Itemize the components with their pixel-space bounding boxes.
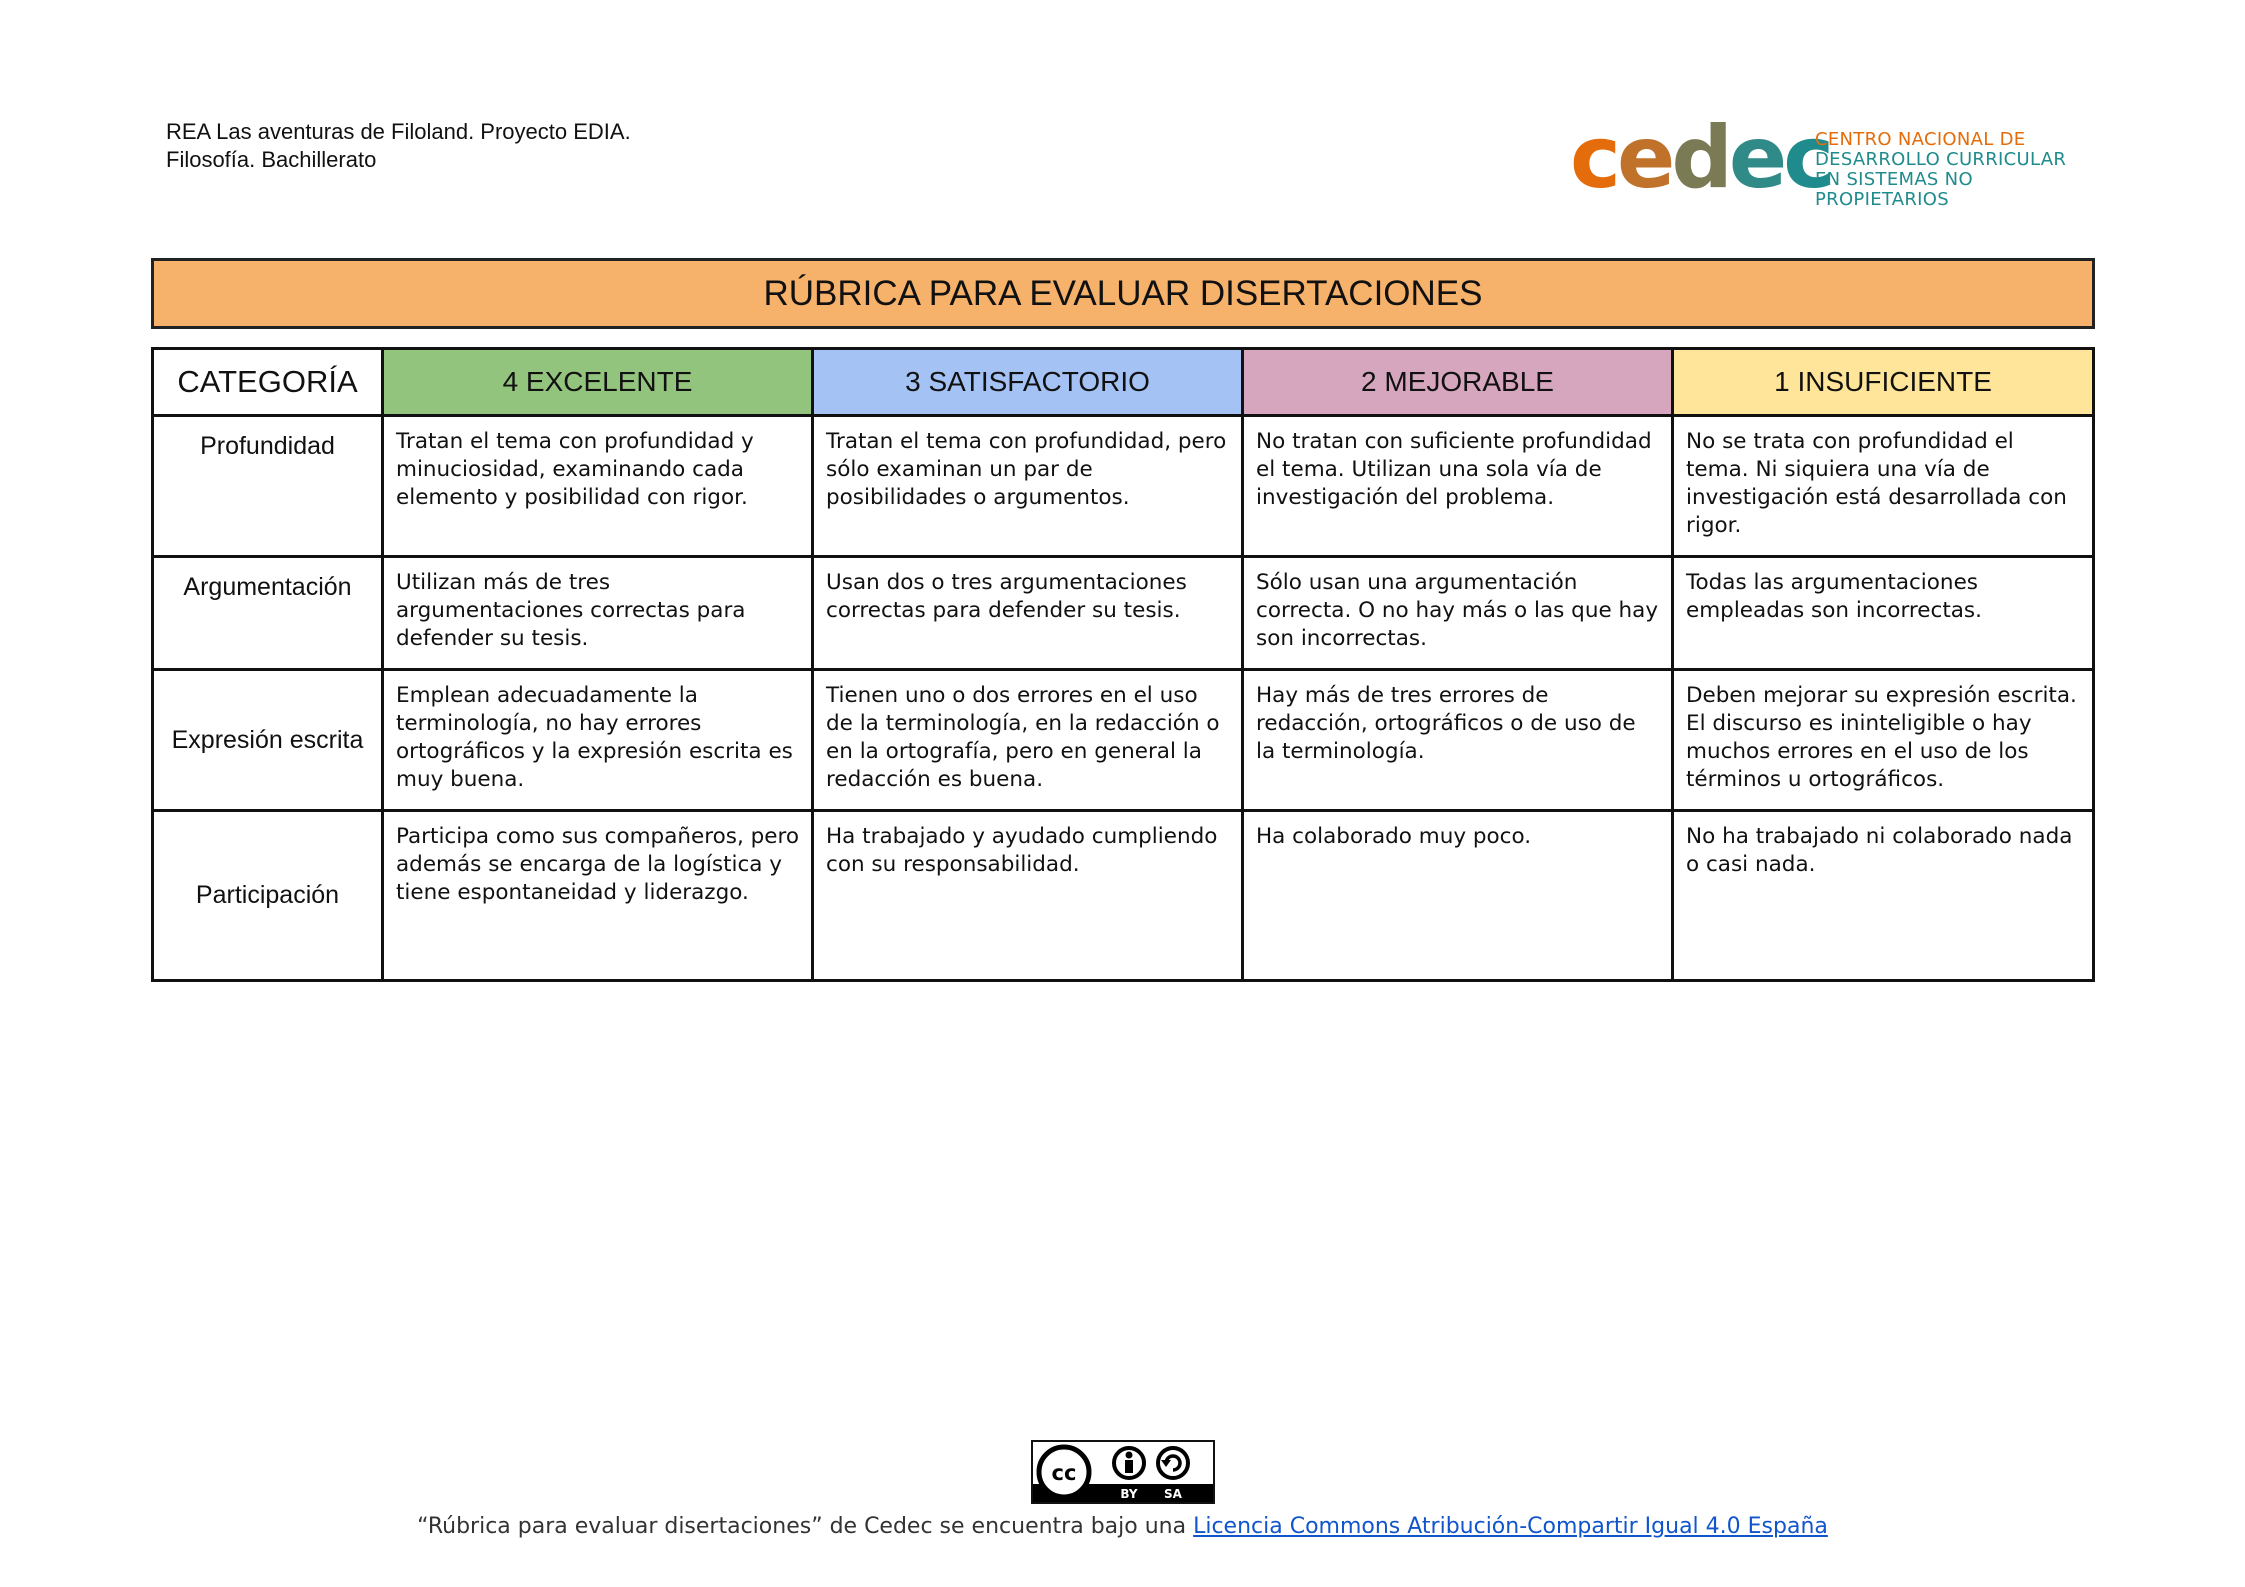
logo-line-1: CENTRO NACIONAL DE [1815,129,2026,150]
logo-letter: c [1783,108,1831,208]
document-header [166,118,631,174]
license-footer [0,1440,2245,1539]
header-satisfactorio: 3 SATISFACTORIO [813,349,1243,416]
table-row [153,811,2094,981]
license-text [0,1514,2245,1539]
rubric-table [151,347,2095,982]
header-line-1: REA Las aventuras de Filoland. Proyecto EDIA. [166,119,631,144]
logo-line-2: DESARROLLO CURRICULAR [1815,149,2067,170]
cc-badge-graphic [1033,1442,1213,1502]
table-row [153,416,2094,557]
logo-letter: d [1671,108,1729,208]
cedec-logo-subtitle [1815,130,2090,210]
row-category: Expresión escrita [153,670,383,811]
logo-letter: e [1616,108,1672,208]
share-alike-icon [1158,1448,1188,1478]
row-category: Participación [153,811,383,981]
table-cell: Hay más de tres errores de redacción, ortográficos o de uso de la terminología. [1243,670,1673,811]
logo-letter: c [1570,108,1617,208]
header-insuficiente: 1 INSUFICIENTE [1673,349,2094,416]
license-statement: “Rúbrica para evaluar disertaciones” de Cedec se encuentra bajo una [417,1514,1194,1539]
table-cell: Utilizan más de tres argumentaciones correctas para defender su tesis. [383,557,813,670]
cedec-logo [1570,108,2090,210]
cedec-logo-wordmark [1570,110,1830,206]
header-line-2: Filosofía. Bachillerato [166,147,377,172]
table-row [153,670,2094,811]
table-cell: No se trata con profundidad el tema. Ni siquiera una vía de investigación está desarrollada con rigor. [1673,416,2094,557]
table-cell: Tratan el tema con profundidad, pero sólo examinan un par de posibilidades o argumentos. [813,416,1243,557]
row-category: Profundidad [153,416,383,557]
table-cell: No ha trabajado ni colaborado nada o casi nada. [1673,811,2094,981]
table-cell: Tratan el tema con profundidad y minuciosidad, examinando cada elemento y posibilidad con rigor. [383,416,813,557]
badge-sa-label: SA [1163,1487,1182,1501]
row-category: Argumentación [153,557,383,670]
table-cell: Todas las argumentaciones empleadas son incorrectas. [1673,557,2094,670]
logo-line-3: EN SISTEMAS NO PROPIETARIOS [1815,169,1973,210]
table-header-row [153,349,2094,416]
table-cell: Usan dos o tres argumentaciones correctas para defender su tesis. [813,557,1243,670]
svg-text:cc: cc [1051,1461,1076,1485]
table-cell: Tienen uno o dos errores en el uso de la terminología, en la redacción o en la ortografía, pero en general la redacción es buena. [813,670,1243,811]
table-cell: No tratan con suficiente profundidad el tema. Utilizan una sola vía de investigación del problema. [1243,416,1673,557]
table-cell: Ha trabajado y ayudado cumpliendo con su responsabilidad. [813,811,1243,981]
license-link[interactable]: Licencia Commons Atribución-Compartir Igual 4.0 España [1193,1514,1828,1539]
table-row [153,557,2094,670]
table-cell: Ha colaborado muy poco. [1243,811,1673,981]
header-excelente: 4 EXCELENTE [383,349,813,416]
rubric-title: RÚBRICA PARA EVALUAR DISERTACIONES [151,258,2095,329]
header-categoria: CATEGORÍA [153,349,383,416]
table-cell: Participa como sus compañeros, pero además se encarga de la logística y tiene espontaneidad y liderazgo. [383,811,813,981]
table-cell: Emplean adecuadamente la terminología, no hay errores ortográficos y la expresión escrita es muy buena. [383,670,813,811]
table-cell: Sólo usan una argumentación correcta. O no hay más o las que hay son incorrectas. [1243,557,1673,670]
cc-by-sa-badge[interactable] [1031,1440,1215,1504]
table-cell: Deben mejorar su expresión escrita. El discurso es ininteligible o hay muchos errores en el uso de los términos u ortográficos. [1673,670,2094,811]
logo-letter: e [1728,108,1784,208]
badge-by-label: BY [1119,1487,1138,1501]
header-mejorable: 2 MEJORABLE [1243,349,1673,416]
